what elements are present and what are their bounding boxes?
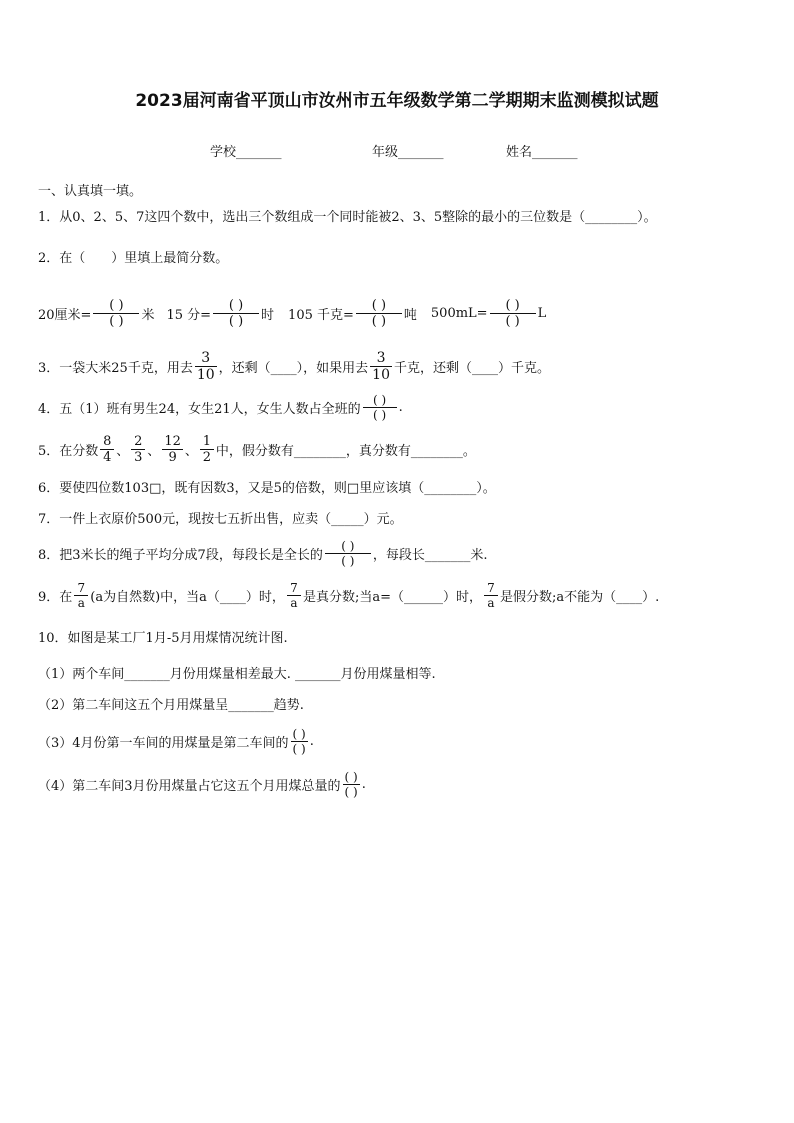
q4-prefix: 4．五（1）班有男生24，女生21人，女生人数占全班的 — [38, 401, 361, 417]
q2b-fraction — [213, 298, 259, 329]
q2b-suffix: 时 — [261, 307, 275, 323]
q2a-suffix: 米 — [141, 307, 155, 323]
q9-part-1: (a为自然数)中，当a（____）时， — [90, 589, 285, 605]
q9-part-3: 是假分数;a不能为（____）. — [499, 589, 660, 605]
q8-prefix: 8．把3米长的绳子平均分成7段，每段长是全长的 — [38, 547, 323, 563]
question-10: 10．如图是某工厂1月-5月用煤情况统计图. — [38, 630, 288, 646]
q8-fraction — [325, 539, 371, 568]
name-field: 姓名_______ — [506, 145, 578, 160]
q2b-prefix: 15 分= — [166, 307, 212, 323]
q5-sep-3: 、 — [184, 443, 198, 459]
q4-suffix: . — [398, 399, 403, 415]
q9-prefix: 9．在 — [38, 589, 73, 605]
q5-f1-den: 4 — [103, 449, 112, 465]
q9-f3-num: 7 — [487, 580, 495, 595]
question-6: 6．要使四位数103□，既有因数3，又是5的倍数，则□里应该填（________）。 — [38, 480, 496, 496]
q3-fraction-2 — [370, 350, 392, 383]
q5-f3-num: 12 — [164, 433, 181, 449]
q5-f2-num: 2 — [134, 433, 143, 449]
q4-num: ( ) — [373, 392, 387, 407]
q3-f2-den: 10 — [372, 366, 390, 383]
question-9 — [38, 573, 659, 617]
q2a-num: ( ) — [109, 297, 124, 313]
q2c-prefix: 105 千克= — [288, 307, 354, 323]
q2a-den: ( ) — [109, 313, 124, 329]
question-2-fractions — [38, 291, 546, 335]
q2d-suffix: L — [537, 305, 547, 321]
q2c-num: ( ) — [371, 297, 387, 313]
q9-f3-den: a — [487, 595, 495, 610]
q3-f1-den: 10 — [196, 366, 215, 383]
q9-part-2: 是真分数;当a=（______）时， — [302, 589, 482, 605]
q8-suffix: ，每段长_______米. — [372, 547, 488, 563]
q5-f3-den: 9 — [168, 449, 177, 465]
q10-3-den: ( ) — [292, 741, 306, 756]
q5-f1-num: 8 — [103, 433, 112, 449]
question-10-2: （2）第二车间这五个月用煤量呈_______趋势. — [38, 697, 304, 713]
q9-f2-num: 7 — [290, 580, 298, 595]
q2b-num: ( ) — [228, 297, 244, 313]
section-heading: 一、认真填一填。 — [38, 183, 143, 199]
q3-prefix: 3．一袋大米25千克，用去 — [38, 360, 193, 376]
question-10-4 — [38, 762, 366, 806]
q5-fraction-2 — [131, 434, 145, 465]
question-1: 1．从0、2、5、7这四个数中，选出三个数组成一个同时能被2、3、5整除的最小的三位数是（________）。 — [38, 209, 657, 225]
question-10-3 — [38, 719, 314, 763]
q2d-num: ( ) — [505, 297, 520, 313]
q3-suffix: 千克，还剩（____）千克。 — [394, 360, 551, 376]
q2d-den: ( ) — [505, 313, 520, 329]
q9-f2-den: a — [290, 595, 298, 610]
question-2: 2．在（ ）里填上最简分数。 — [38, 250, 229, 266]
q3-fraction-1 — [195, 350, 217, 383]
q8-den: ( ) — [341, 553, 355, 568]
q3-f2-num: 3 — [376, 349, 386, 366]
q10-3-fraction — [291, 727, 308, 756]
question-10-1: （1）两个车间_______月份用煤量相差最大. _______月份用煤量相等. — [38, 666, 436, 682]
q5-f2-den: 3 — [134, 449, 143, 465]
question-5 — [38, 427, 476, 471]
q9-fraction-3 — [484, 581, 498, 610]
q9-fraction-2 — [287, 581, 301, 610]
q9-f1-den: a — [77, 595, 85, 610]
q4-den: ( ) — [373, 407, 387, 422]
q5-fraction-3 — [162, 434, 183, 465]
q5-sep-1: 、 — [116, 443, 130, 459]
grade-field: 年级_______ — [372, 145, 444, 160]
school-field: 学校_______ — [210, 145, 282, 160]
q5-prefix: 5．在分数 — [38, 443, 99, 459]
q5-fraction-1 — [100, 434, 114, 465]
question-3 — [38, 344, 550, 388]
q5-fraction-4 — [200, 434, 214, 465]
question-7: 7．一件上衣原价500元，现按七五折出售，应卖（_____）元。 — [38, 511, 403, 527]
q10-3-num: ( ) — [292, 726, 306, 741]
q3-f1-num: 3 — [201, 349, 211, 366]
q5-sep-2: 、 — [147, 443, 161, 459]
q2b-den: ( ) — [228, 313, 244, 329]
q3-middle: ，还剩（____），如果用去 — [218, 360, 369, 376]
q5-f4-den: 2 — [202, 449, 212, 465]
q5-suffix: 中，假分数有________，真分数有________。 — [215, 443, 476, 459]
q10-4-den: ( ) — [344, 784, 358, 799]
q2c-den: ( ) — [371, 313, 387, 329]
q2d-prefix: 500mL= — [430, 305, 488, 321]
q10-4-fraction — [343, 770, 360, 799]
question-4 — [38, 385, 403, 429]
q8-num: ( ) — [341, 538, 355, 553]
q10-3-suffix: . — [309, 733, 314, 749]
q2a-prefix: 20厘米= — [38, 307, 92, 323]
q9-f1-num: 7 — [77, 580, 86, 595]
q10-4-suffix: . — [361, 776, 366, 792]
q2d-fraction — [490, 298, 536, 329]
q2c-fraction — [356, 298, 402, 329]
q9-fraction-1 — [74, 581, 88, 610]
question-8 — [38, 531, 487, 575]
q2a-fraction — [93, 298, 139, 329]
q10-4-prefix: （4）第二车间3月份用煤量占它这五个月用煤总量的 — [38, 778, 341, 794]
q5-f4-num: 1 — [202, 433, 212, 449]
page-title: 2023届河南省平顶山市汝州市五年级数学第二学期期末监测模拟试题 — [135, 91, 659, 111]
q2c-suffix: 吨 — [403, 307, 417, 323]
q10-4-num: ( ) — [344, 769, 358, 784]
q10-3-prefix: （3）4月份第一车间的用煤量是第二车间的 — [38, 735, 289, 751]
q4-fraction — [363, 393, 397, 422]
